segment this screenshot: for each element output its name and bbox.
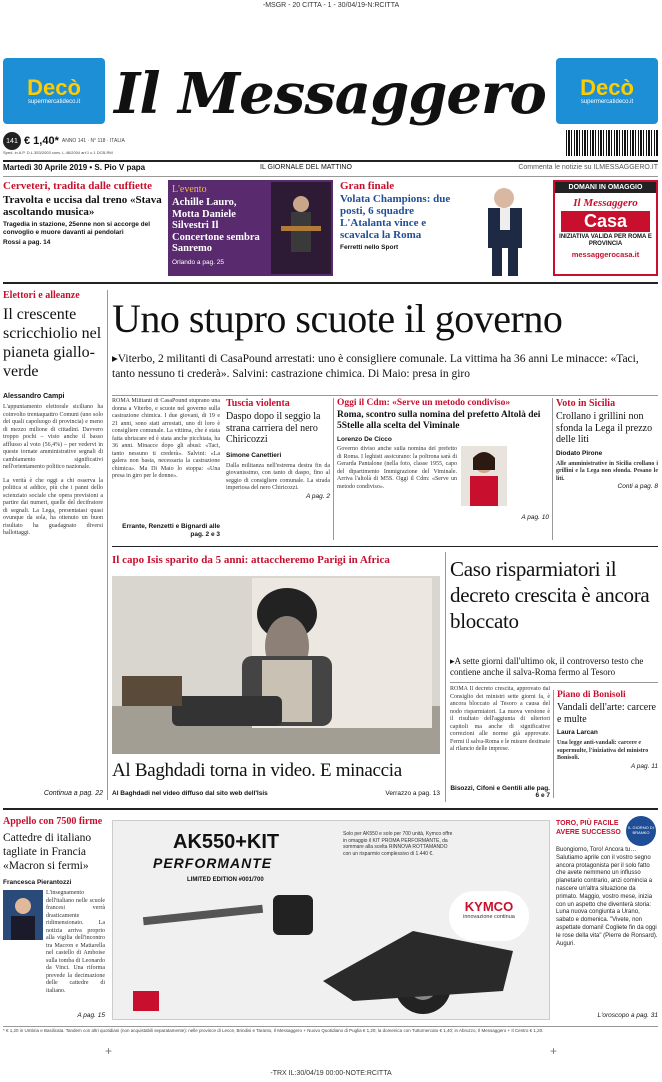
cdm-author: Lorenzo De Cicco xyxy=(337,436,392,443)
isis-kicker: Il capo Isis sparito da 5 anni: attaccheremo Parigi in Africa xyxy=(112,554,390,566)
kymco-edition: LIMITED EDITION #001/700 xyxy=(187,877,264,883)
sicilia-author: Diodato Pirone xyxy=(556,449,603,457)
lead-byline[interactable]: Errante, Renzetti e Bignardi alle pag. 2 e 3 xyxy=(122,523,220,538)
lead-deck: ▸Viterbo, 2 militanti di CasaPound arrestati: uno è consigliere comunale. La vittima ha 36 anni Le minacce: «Taci, tanto nessuno ti crederà». Salvini: castrazione chimica. Di Maio: presa in giro xyxy=(112,353,639,380)
sicilia-text: Alle amministrative in Sicilia crollano i grillini e la Lega non sfonda. Pesano le liti. xyxy=(556,460,658,482)
lead-body xyxy=(112,398,220,540)
deco-url: supermercatideco.it xyxy=(27,99,81,105)
tuscia-text: Dalla militanza nell'estrema destra fin da giovanissimo, con tanto di daspo, fino al seggio di consigliere comunale. La strada imperiosa del nero Chiricozzi. xyxy=(226,462,330,491)
masthead-title: Il Messaggero xyxy=(114,61,546,127)
promo-2-byline: Orlando a pag. 25 xyxy=(172,258,225,266)
oroscopo-text: Buongiorno, Toro! Ancora tu… Salutiamo aprile con il vostro segno ancora protagonista per il solo fatto che avete nemmeno un influsso planetario contrario, anzi comincia a nascere un'altra situazione da primato. Maggio, vostro mese, inizia con un aspetto che diventerà storia: Luna nuova congiunta a Urano, sabato e domenica. "Vivete, non aspettate domani! Cogliete fin da oggi le rose della vita" (Pierre de Ronsard). Auguri. xyxy=(556,847,658,947)
bottom-print-stamp: -TRX IL:30/04/19 00:00-NOTE:RCITTA xyxy=(270,1070,392,1077)
isis-headline: Al Baghdadi torna in video. E minaccia xyxy=(112,760,402,781)
promo-1-text: Tragedia in stazione, 25enne non si accorge del convoglio e muore davanti ai pendolari xyxy=(3,221,151,236)
print-stamp: -MSGR - 20 CITTA - 1 - 30/04/19-N:RCITTA xyxy=(262,2,400,9)
oroscopo-byline: L'oroscopo a pag. 31 xyxy=(597,1012,658,1019)
bonisoli-title: Vandali dell'arte: carcere e multe xyxy=(557,702,656,725)
cdm-article[interactable] xyxy=(337,398,549,540)
casa-promo[interactable] xyxy=(553,180,658,276)
macron-byline: A pag. 15 xyxy=(77,1012,105,1019)
isis-caption: Al Baghdadi nel video diffuso dal sito web dell'Isis xyxy=(112,790,268,797)
kymco-logo: KYMCO innovazione continua xyxy=(449,891,529,941)
casa-name: Casa xyxy=(561,211,650,232)
anniversary-icon: 141 xyxy=(3,132,21,150)
sicilia-byline: Conti a pag. 8 xyxy=(617,483,658,490)
decreto-headline: Caso risparmiatori il decreto crescita è ancora bloccato xyxy=(450,557,650,633)
casa-url: messaggerocasa.it xyxy=(571,250,640,259)
promo-1[interactable] xyxy=(3,180,165,276)
macron-article[interactable] xyxy=(3,816,105,1026)
casa-kicker: DOMANI IN OMAGGIO xyxy=(555,182,656,193)
coach-photo xyxy=(466,180,546,276)
cdm-title: Roma, scontro sulla nomina del prefetto Altolà dei 5Stelle alla scelta del Viminale xyxy=(337,410,541,431)
cdm-byline: A pag. 10 xyxy=(521,514,549,521)
deco-logo: Decò xyxy=(580,75,634,100)
decreto-byline[interactable]: Bisozzi, Cifoni e Gentili alle pag. 6 e 7 xyxy=(450,785,550,799)
isis-byline[interactable]: Verrazzo a pag. 13 xyxy=(385,790,440,797)
promo-2[interactable] xyxy=(168,180,333,276)
lead-text: ROMA Militanti di CasaPound stuprano una donna a Viterbo, e scuote nel governo sulla castrazione chimica. I due giovani, di 19 e 21 anni, sono stati arrestati, uno di loro è consigliere comunale. La vittima, che è stata fatta ubriacare ed è stata anche picchiata, ha 36 anni. Minacce dopo gli abusi: «Taci, tanto nessuno ti crederà». Salvini: «La galera non basta, necessaria la castrazione chimica». Ma Di Maio lo stoppa: «Una presa in giro per le donne». xyxy=(112,398,220,479)
deco-ad-right[interactable] xyxy=(556,58,658,124)
macron-text: L'insegnamento dell'italiano nelle scuole francesi verrà drasticamente ridimensionato. La notizia arriva proprio alla vigilia dell'incontro tra Macron e Mattarella nel castello di Amboise sulla tomba di Leonardo da Vinci. Una riforma prevede la decimazione delle cattedre di italiano. xyxy=(46,890,105,994)
editorial-column xyxy=(3,290,103,800)
decreto-text: ROMA Il decreto crescita, approvato dal Consiglio dei ministri sette giorni fa, è ancora bloccato al Tesoro a causa del nodo risparmiatori. La nuova versione è il risultato dell'aggiunta di ulteriori capitoli ma anche di significative correzioni alle norme già approvate. Fermi il salva-Roma e le misure destinate al rilancio delle imprese. xyxy=(450,686,550,752)
postal-info: Sped. in A.P. D.L.353/2003 conv. L.46/2004 art.1 c.1 DCB-RM xyxy=(3,150,113,155)
editorial-title: Il crescente scricchiolio nel pianeta giallo-verde xyxy=(3,306,102,380)
baghdadi-photo[interactable] xyxy=(112,576,440,754)
price-box xyxy=(3,132,203,158)
prefetto-photo xyxy=(461,446,507,506)
price: € 1,40* xyxy=(24,135,59,147)
oroscopo-column[interactable] xyxy=(556,816,658,1026)
editorial-kicker: Elettori e alleanze xyxy=(3,290,80,301)
kymco-promo: Solo per AK550 e solo per 700 unità, Kymco offre in omaggio il KIT PROMA PERFORMANTE, da sommare alla scelta RINNOVA ROTTAMANDO con un risparmio complessivo di 1.440 €. xyxy=(343,831,453,857)
deco-logo: Decò xyxy=(27,75,81,100)
edition-info: ANNO 141 · N° 118 · ITALIA xyxy=(61,138,125,144)
branko-badge: IL GIORNO DI BRANKO xyxy=(626,816,656,846)
bonisoli-byline: A pag. 11 xyxy=(630,762,658,770)
register-mark: + xyxy=(105,1044,113,1058)
decreto-body xyxy=(450,686,550,798)
promo-2-kicker: L'evento xyxy=(172,184,207,195)
bonisoli-kicker: Piano di Bonisoli xyxy=(557,690,626,700)
bonisoli-article[interactable] xyxy=(557,690,658,798)
casa-text: INIZIATIVA VALIDA PER ROMA E PROVINCIA xyxy=(559,234,652,247)
tuscia-kicker: Tuscia violenta xyxy=(226,398,290,409)
sicilia-article[interactable] xyxy=(556,398,658,540)
tuscia-title: Daspo dopo il seggio la strana carriera del nero Chiricozzi xyxy=(226,411,321,445)
register-mark: + xyxy=(550,1044,558,1058)
macron-photo xyxy=(3,890,43,940)
editorial-text-2: La verità è che oggi a chi osserva la politica si addice, più che i panni dello scienziato sociale che opera previsioni a partire dai numeri, quelle del decifratore di segnali. La Lega, presentatasi quasi ovunque da sola, ha ottenuto un buon risultato ha guadagnato diversi ballottaggi. xyxy=(3,477,103,536)
casa-logo: Il Messaggero xyxy=(573,197,638,209)
promo-3-title: Volata Champions: due posti, 6 squadre L'Atalanta vince e scavalca la Roma xyxy=(340,193,451,241)
editorial-author: Alessandro Campi xyxy=(3,393,65,400)
bonisoli-text: Una legge anti-vandali: carcere e supermulte, l'iniziativa del ministro Bonisoli. xyxy=(557,740,649,761)
sicilia-title: Crollano i grillini non sfonda la Lega il prezzo delle liti xyxy=(556,411,653,445)
editorial-continua[interactable]: Continua a pag. 22 xyxy=(43,790,103,797)
promo-2-title: Achille Lauro, Motta Daniele Silvestri Il Concertone sembra Sanremo xyxy=(172,197,260,254)
tuscia-author: Simone Canettieri xyxy=(226,451,282,459)
promo-1-kicker: Cerveteri, tradita dalle cuffiette xyxy=(3,180,153,192)
issue-date: Martedì 30 Aprile 2019 • S. Pio V papa xyxy=(3,163,146,172)
bonisoli-author: Laura Larcan xyxy=(557,729,598,736)
macron-kicker: Appello con 7500 firme xyxy=(3,816,103,827)
deco-url: supermercatideco.it xyxy=(580,99,634,105)
concert-photo xyxy=(271,182,331,274)
kymco-kit: PERFORMANTE xyxy=(153,855,273,871)
cdm-kicker: Oggi il Cdm: «Serve un metodo condiviso» xyxy=(337,398,511,408)
macron-title: Cattedre di italiano tagliate in Francia «Macron si fermi» xyxy=(3,832,92,872)
tuscia-article[interactable] xyxy=(226,398,330,540)
kymco-ad[interactable] xyxy=(112,820,550,1020)
macron-author: Francesca Pierantozzi xyxy=(3,879,72,886)
tagline: IL GIORNALE DEL MATTINO xyxy=(260,164,352,171)
promo-3[interactable] xyxy=(340,180,465,276)
footer-note: * € 1,20 in Umbria e Basilicata. Tandem con altri quotidiani (non acquistabili separatamente): nelle province di Lecce, Brindisi e Taranto, Il Messaggero + Nuovo Quotidiano di Puglia € 1,20; la domenica con Tuttomercato € 1,40; in Abruzzo, Il Messaggero + Il Centro € 1,20. xyxy=(3,1028,544,1033)
lead-headline: Uno stupro scuote il governo xyxy=(112,296,563,341)
decreto-deck: ▸A sette giorni dall'ultimo ok, il controverso testo che contiene anche il salva-Roma fermo al Tesoro xyxy=(450,656,644,677)
promo-1-byline: Rossi a pag. 14 xyxy=(3,239,51,246)
comment-link[interactable]: Commenta le notizie su ILMESSAGGERO.IT xyxy=(518,164,658,171)
barcode xyxy=(566,130,658,156)
promo-3-byline: Ferretti nello Sport xyxy=(340,244,399,251)
deco-ad-left[interactable] xyxy=(3,58,105,124)
oroscopo-title: TORO, PIÙ FACILE AVERE SUCCESSO xyxy=(556,820,621,836)
kymco-model: AK550+KIT xyxy=(173,831,280,853)
sicilia-kicker: Voto in Sicilia xyxy=(556,398,616,409)
tuscia-byline: A pag. 2 xyxy=(306,492,330,500)
promo-3-kicker: Gran finale xyxy=(340,180,395,192)
promo-1-title: Travolta e uccisa dal treno «Stava ascoltando musica» xyxy=(3,194,162,218)
editorial-text-1: L'appuntamento elettorale siciliano ha coinvolto trentaquattro Comuni (uno solo dei quali capoluogo di provincia) e meno di mezzo milione di cittadini. Davvero troppo pochi – visto anche il basso afflusso al voto (56,4%) – per vedervi in queste tornate amministrative segnali di cambiamento significativi nell'orientamento politico nazionale. xyxy=(3,404,103,470)
cdm-text: Governo diviso anche sulla nomina del prefetto di Roma. I leghisti assicurano: la poltrona sarà di Gerarda Pantalone (nella foto, classe 1955, capo del dipartimento Immigrazione del Viminale. Arriva l'altolà di M5S. Oggi il Cdm: «Serve un metodo condiviso». xyxy=(337,446,457,490)
